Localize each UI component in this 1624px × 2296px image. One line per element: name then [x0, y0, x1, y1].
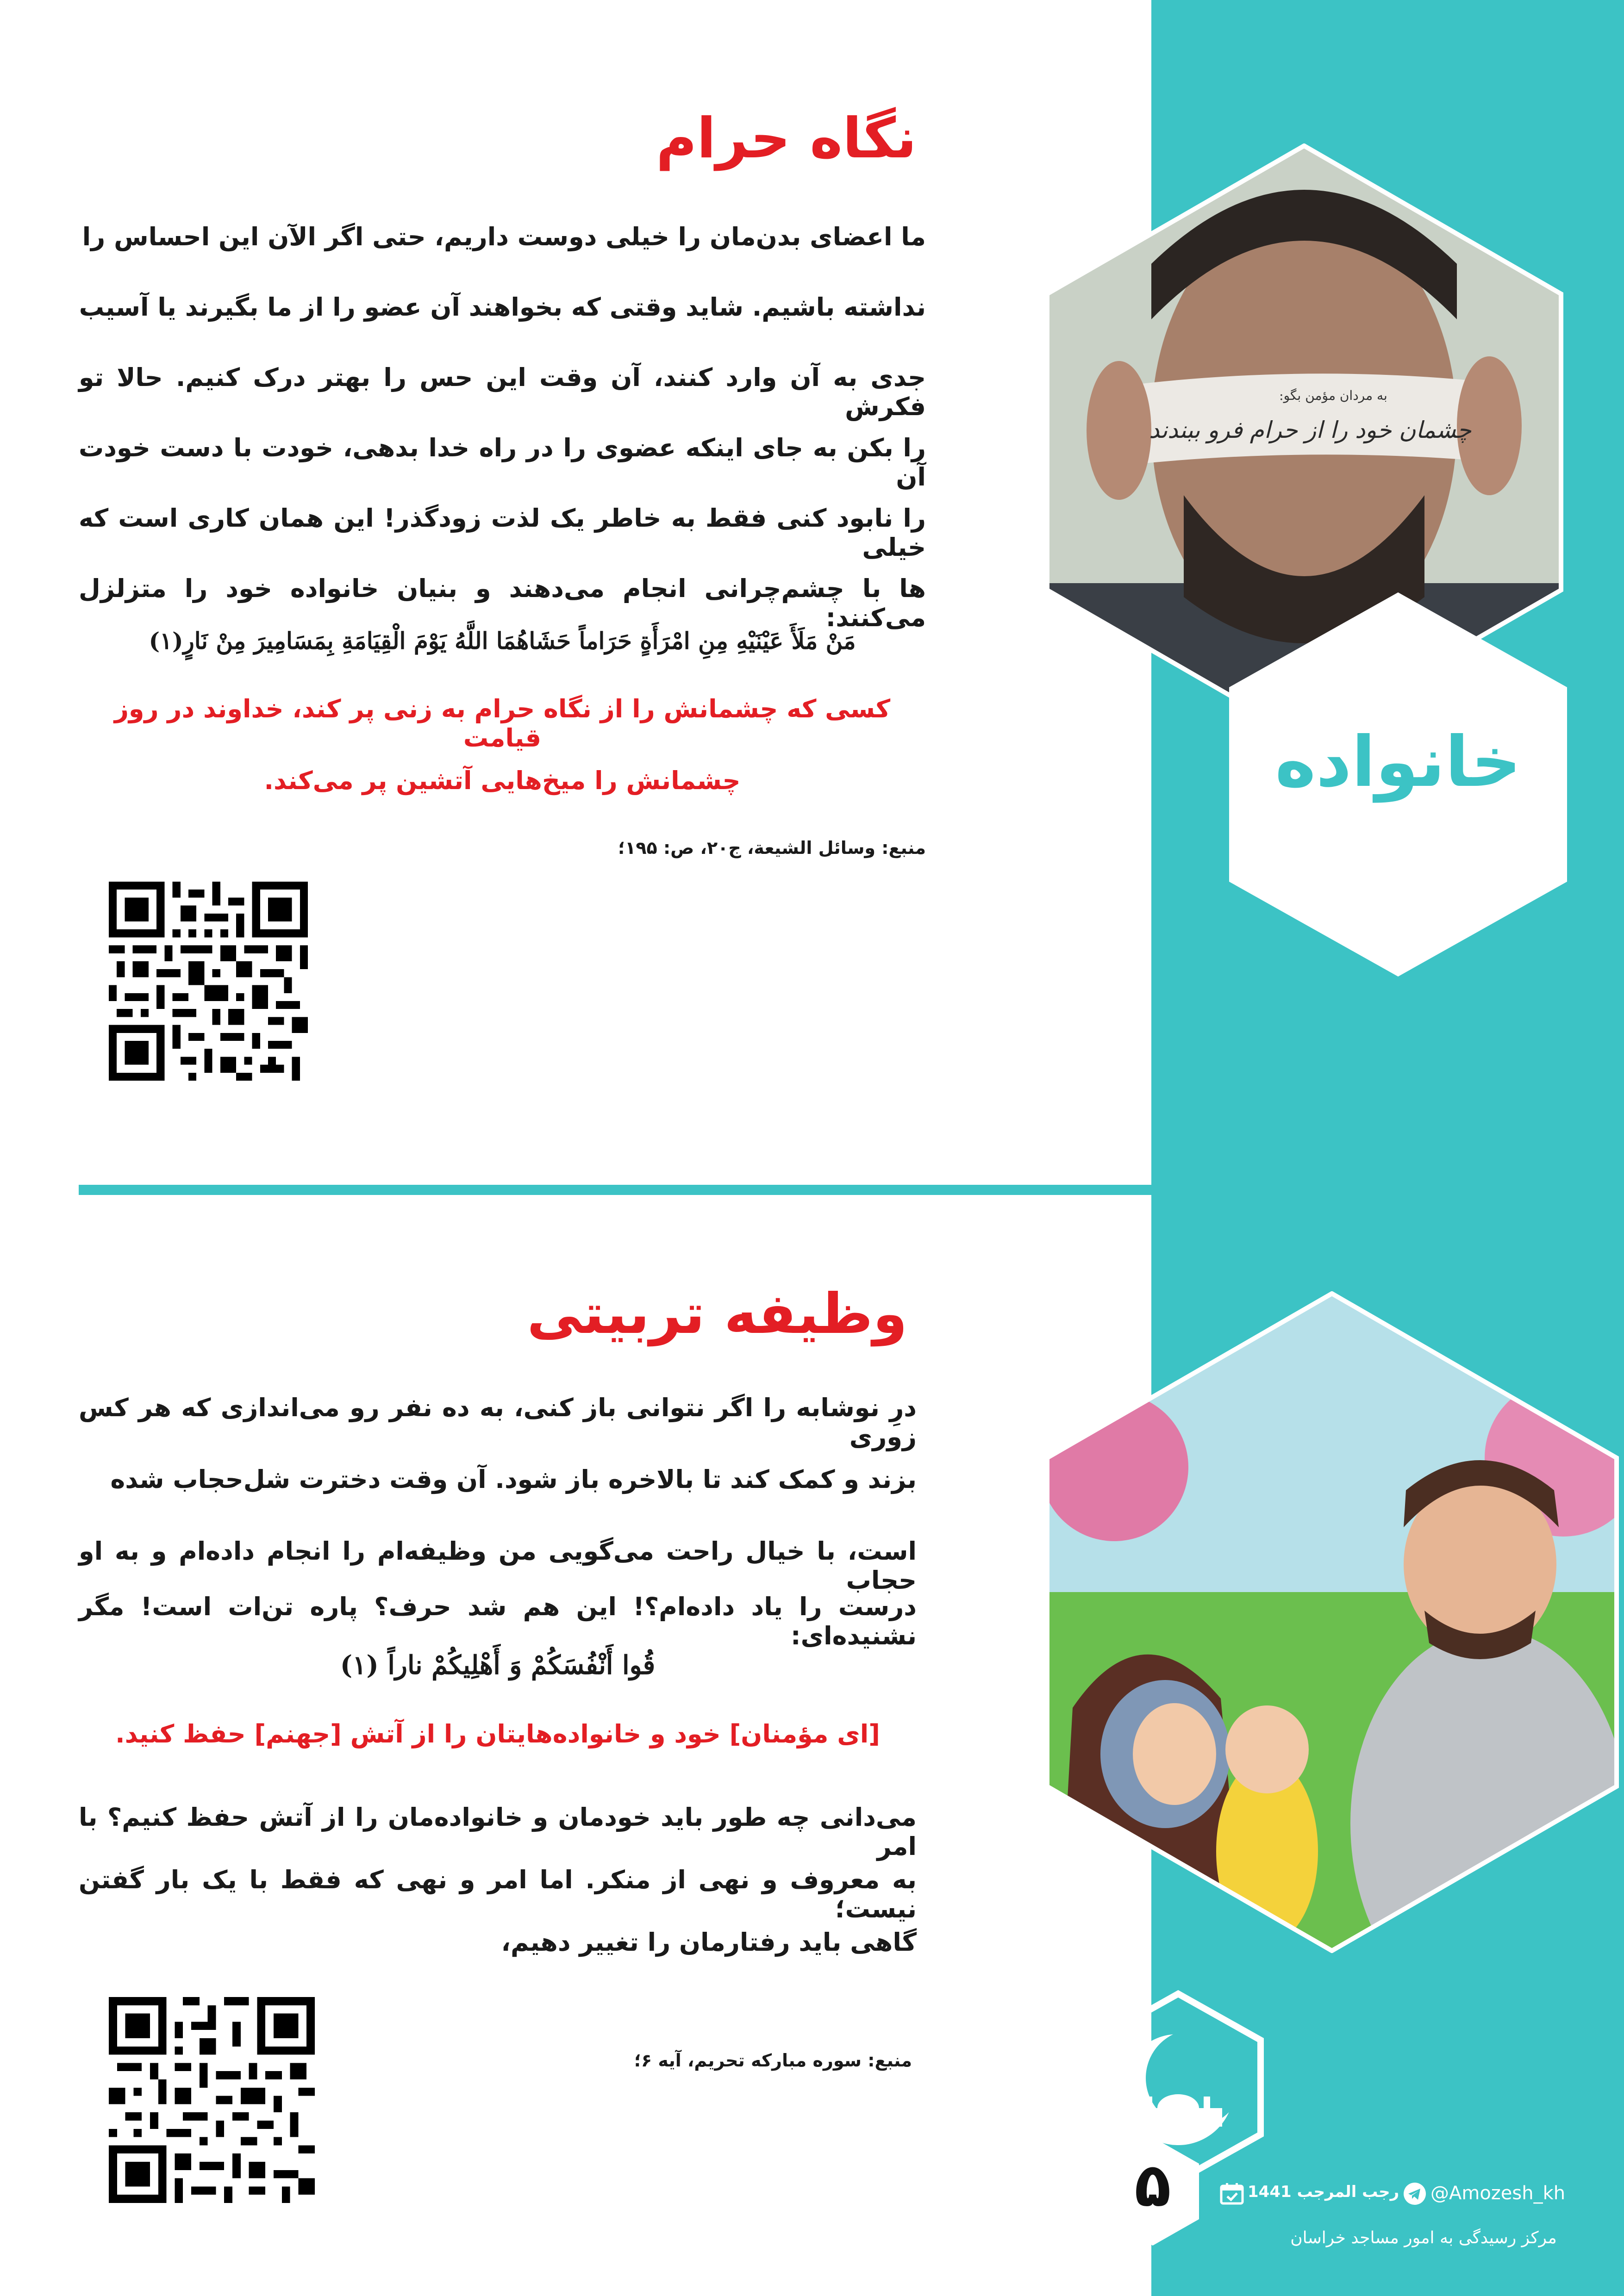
social-handle[interactable]: @Amozesh_kh	[1430, 2183, 1566, 2204]
article1-line: جدی به آن وارد کنند، آن وقت این حس را بهتر درک کنیم. حالا تو فکرش	[79, 363, 926, 421]
article2-line: می‌دانی چه طور باید خودمان و خانواده‌مان را از آتش حفظ کنیم؟ با امر	[79, 1803, 917, 1861]
article2-source: منبع: سوره مبارکه تحریم، آیه ۶؛	[634, 2050, 912, 2071]
article2-line: درِ نوشابه را اگر نتوانی باز کنی، به ده نفر رو می‌اندازی که هر کس زوری	[79, 1393, 917, 1451]
article2-line: بزند و کمک کند تا بالاخره باز شود. آن وقت دخترت شل‌حجاب شده	[110, 1465, 917, 1494]
telegram-icon[interactable]	[1403, 2182, 1427, 2206]
article2-title: وظیفه تربیتی	[527, 1282, 907, 1346]
article1-title: نگاه حرام	[656, 106, 917, 171]
article2-verse: قُوا أَنْفُسَكُمْ وَ أَهْلِیكُمْ ناراً (۱)	[340, 1650, 656, 1680]
section-divider	[79, 1185, 1151, 1195]
section-label: خانواده	[1275, 722, 1521, 803]
article1-source: منبع: وسائل الشیعة، ج۲۰، ص: ۱۹۵؛	[618, 838, 926, 858]
article2-line: است، با خیال راحت می‌گویی من وظیفه‌ام را انجام داده‌ام و به او حجاب	[79, 1537, 917, 1595]
article1-translation-line: کسی که چشمانش را از نگاه حرام به زنی پر کند، خداوند در روز قیامت	[114, 694, 891, 753]
article1-line: را بکن به جای اینکه عضوی را در راه خدا بدهی، خودت با دست خودت آن	[79, 433, 926, 492]
photo-band-caption: چشمان خود را از حرام فرو ببندند	[1149, 417, 1472, 443]
article1-line: را نابود کنی فقط به خاطر یک لذت زودگذر! این همان کاری است که خیلی	[79, 504, 926, 562]
article1-line: ها با چشم‌چرانی انجام می‌دهند و بنیان خانواده خود را متزلزل می‌کنند:	[79, 574, 926, 632]
organization-name: مرکز رسیدگی به امور مساجد خراسان	[1290, 2228, 1557, 2247]
article1-translation-line: چشمانش را میخ‌هایی آتشین پر می‌کند.	[264, 766, 741, 795]
qr-code-icon[interactable]	[109, 1997, 315, 2205]
article2-photo	[1045, 1291, 1619, 1953]
calendar-icon	[1220, 2183, 1244, 2205]
photo-band-caption-small: به مردان مؤمن بگو:	[1279, 388, 1387, 403]
article2-line: گاهی باید رفتارمان را تغییر دهیم،	[501, 1928, 917, 1957]
article2-line: درست را یاد داده‌ام؟! این هم شد حرف؟ پاره تن‌ات است! مگر نشنیده‌ای:	[79, 1592, 917, 1650]
article2-translation: [ای مؤمنان] خود و خانواده‌هایتان را از آتش [جهنم] حفظ کنید.	[115, 1719, 880, 1748]
article2-line: به معروف و نهی از منکر. اما امر و نهی که فقط با یک بار گفتن نیست؛	[79, 1865, 917, 1923]
issue-date: رجب المرجب 1441	[1248, 2183, 1399, 2201]
article1-line: نداشته باشیم. شاید وقتی که بخواهند آن عضو را از ما بگیرند یا آسیب	[79, 292, 926, 322]
qr-code-icon[interactable]	[109, 882, 308, 1083]
page-number: ۵	[1134, 2150, 1171, 2220]
article1-line: ما اعضای بدن‌مان را خیلی دوست داریم، حتی اگر الآن این احساس را	[82, 222, 926, 251]
article1-hadith: مَنْ مَلَأَ عَیْنَیْهِ مِنِ امْرَأَةٍ حَرَاماً حَشَاهُمَا اللَّهُ یَوْمَ الْقِیَامَةِ بِمَسَامِیرَ مِنْ نَارٍ(۱)	[149, 627, 856, 654]
